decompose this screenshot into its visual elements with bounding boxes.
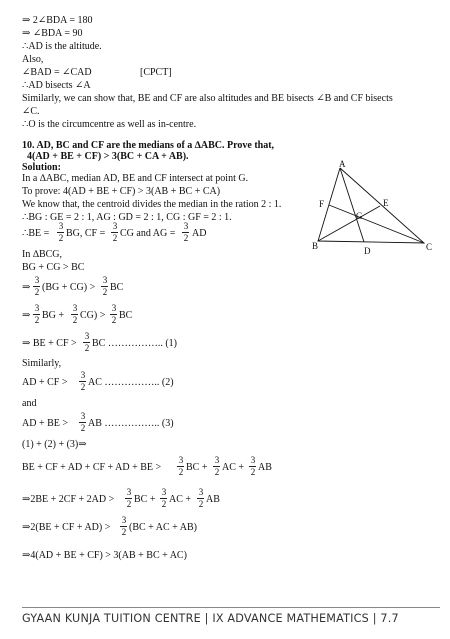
fraction-den: 2	[214, 467, 220, 477]
question-title: 4(AD + BE + CF) > 3(BC + CA + AB).	[27, 151, 189, 162]
fraction-num: 3	[80, 370, 86, 380]
text-line: [CPCT]	[140, 67, 172, 78]
fraction-num: 3	[112, 221, 118, 231]
fraction-den: 2	[112, 233, 118, 243]
text-line: ∠BAD = ∠CAD	[22, 67, 92, 78]
text-line: AB	[258, 462, 272, 473]
text-line: ⇒	[22, 310, 31, 321]
fraction-num: 3	[102, 275, 108, 285]
fraction-num: 3	[250, 455, 256, 465]
text-line: CG) >	[80, 310, 106, 321]
fraction-den: 2	[102, 287, 108, 297]
text-line: Similarly,	[22, 358, 62, 369]
fraction-den: 2	[58, 233, 64, 243]
text-line: AD + BE >	[22, 418, 69, 429]
vertex-label-a: A	[339, 160, 346, 169]
text-line: BC …………….. (1)	[92, 338, 177, 349]
point-label-e: E	[383, 198, 389, 208]
text-line: BG +	[42, 310, 65, 321]
text-line: Also,	[22, 54, 44, 65]
text-line: ∴AD is the altitude.	[22, 41, 102, 52]
fraction-den: 2	[250, 467, 256, 477]
fraction-den: 2	[111, 315, 117, 325]
text-line: In a ∆ABC, median AD, BE and CF intersect at point G.	[22, 173, 249, 184]
footer-rule	[22, 607, 440, 608]
fraction-den: 2	[84, 343, 90, 353]
vertex-label-b: B	[312, 241, 319, 251]
text-line: ⇒	[22, 282, 31, 293]
fraction-den: 2	[161, 499, 167, 509]
fraction-den: 2	[72, 315, 78, 325]
text-line: ⇒ 2∠BDA = 180	[22, 15, 93, 26]
fraction-den: 2	[178, 467, 184, 477]
text-line: ∴BG : GE = 2 : 1, AG : GD = 2 : 1, CG : GF = 2 : 1.	[22, 212, 232, 223]
text-line: ⇒2(BE + CF + AD) >	[22, 522, 111, 533]
solution-heading: Solution:	[22, 162, 61, 173]
text-line: In ∆BCG,	[22, 249, 63, 260]
fraction-num: 3	[84, 331, 90, 341]
text-line: BC	[110, 282, 124, 293]
text-line: BC +	[134, 494, 156, 505]
point-label-g: G	[356, 211, 363, 221]
fraction-num: 3	[178, 455, 184, 465]
text-line: AB …………….. (3)	[88, 418, 174, 429]
fraction-num: 3	[111, 303, 117, 313]
text-line: ⇒2BE + 2CF + 2AD >	[22, 494, 115, 505]
text-line: AC …………….. (2)	[88, 377, 174, 388]
fraction-num: 3	[121, 515, 127, 525]
text-line: (BC + AC + AB)	[129, 522, 197, 533]
text-line: To prove: 4(AD + BE + CF) > 3(AB + BC + CA)	[22, 186, 221, 197]
median-cf	[329, 205, 424, 243]
text-line: AD	[192, 228, 207, 239]
text-line: BG + CG > BC	[22, 262, 85, 273]
text-line: ⇒ BE + CF >	[22, 338, 77, 349]
fraction-den: 2	[34, 287, 40, 297]
text-line: BE + CF + AD + CF + AD + BE >	[22, 462, 162, 473]
text-line: and	[22, 398, 37, 409]
text-line: (BG + CG) >	[42, 282, 96, 293]
fraction-den: 2	[183, 233, 189, 243]
fraction-num: 3	[126, 487, 132, 497]
fraction-num: 3	[34, 303, 40, 313]
fraction-num: 3	[214, 455, 220, 465]
page-footer: GYAAN KUNJA TUITION CENTRE | IX ADVANCE MATHEMATICS | 7.7	[22, 612, 399, 625]
text-line: BG, CF =	[66, 228, 106, 239]
fraction-num: 3	[183, 221, 189, 231]
fraction-num: 3	[80, 411, 86, 421]
text-line: Similarly, we can show that, BE and CF are also altitudes and BE bisects ∠B and CF bisects	[22, 93, 393, 104]
fraction-den: 2	[198, 499, 204, 509]
text-line: AC +	[222, 462, 245, 473]
text-line: CG and AG =	[120, 228, 176, 239]
text-line: ∴BE =	[22, 228, 50, 239]
fraction-num: 3	[198, 487, 204, 497]
text-line: BC +	[186, 462, 208, 473]
text-line: BC	[119, 310, 133, 321]
fraction-num: 3	[58, 221, 64, 231]
point-label-d: D	[364, 246, 371, 256]
text-line: ∠C.	[22, 106, 40, 117]
fraction-num: 3	[161, 487, 167, 497]
fraction-den: 2	[80, 423, 86, 433]
text-line: ⇒ ∠BDA = 90	[22, 28, 83, 39]
text-line: (1) + (2) + (3)⇒	[22, 439, 87, 450]
fraction-den: 2	[80, 382, 86, 392]
question-title: 10. AD, BC and CF are the medians of a ∆ABC. Prove that,	[22, 140, 275, 151]
fraction-den: 2	[121, 527, 127, 537]
fraction-num: 3	[72, 303, 78, 313]
text-line: AD + CF >	[22, 377, 68, 388]
text-line: ∴AD bisects ∠A	[22, 80, 91, 91]
text-line: AC +	[169, 494, 192, 505]
vertex-label-c: C	[426, 242, 433, 252]
text-line: ∴O is the circumcentre as well as in-centre.	[22, 119, 197, 130]
fraction-den: 2	[126, 499, 132, 509]
fraction-num: 3	[34, 275, 40, 285]
triangle-diagram	[312, 160, 440, 260]
text-line: AB	[206, 494, 220, 505]
fraction-den: 2	[34, 315, 40, 325]
text-line: ⇒4(AD + BE + CF) > 3(AB + BC + AC)	[22, 550, 187, 561]
text-line: We know that, the centroid divides the median in the ration 2 : 1.	[22, 199, 282, 210]
point-label-f: F	[319, 199, 325, 209]
